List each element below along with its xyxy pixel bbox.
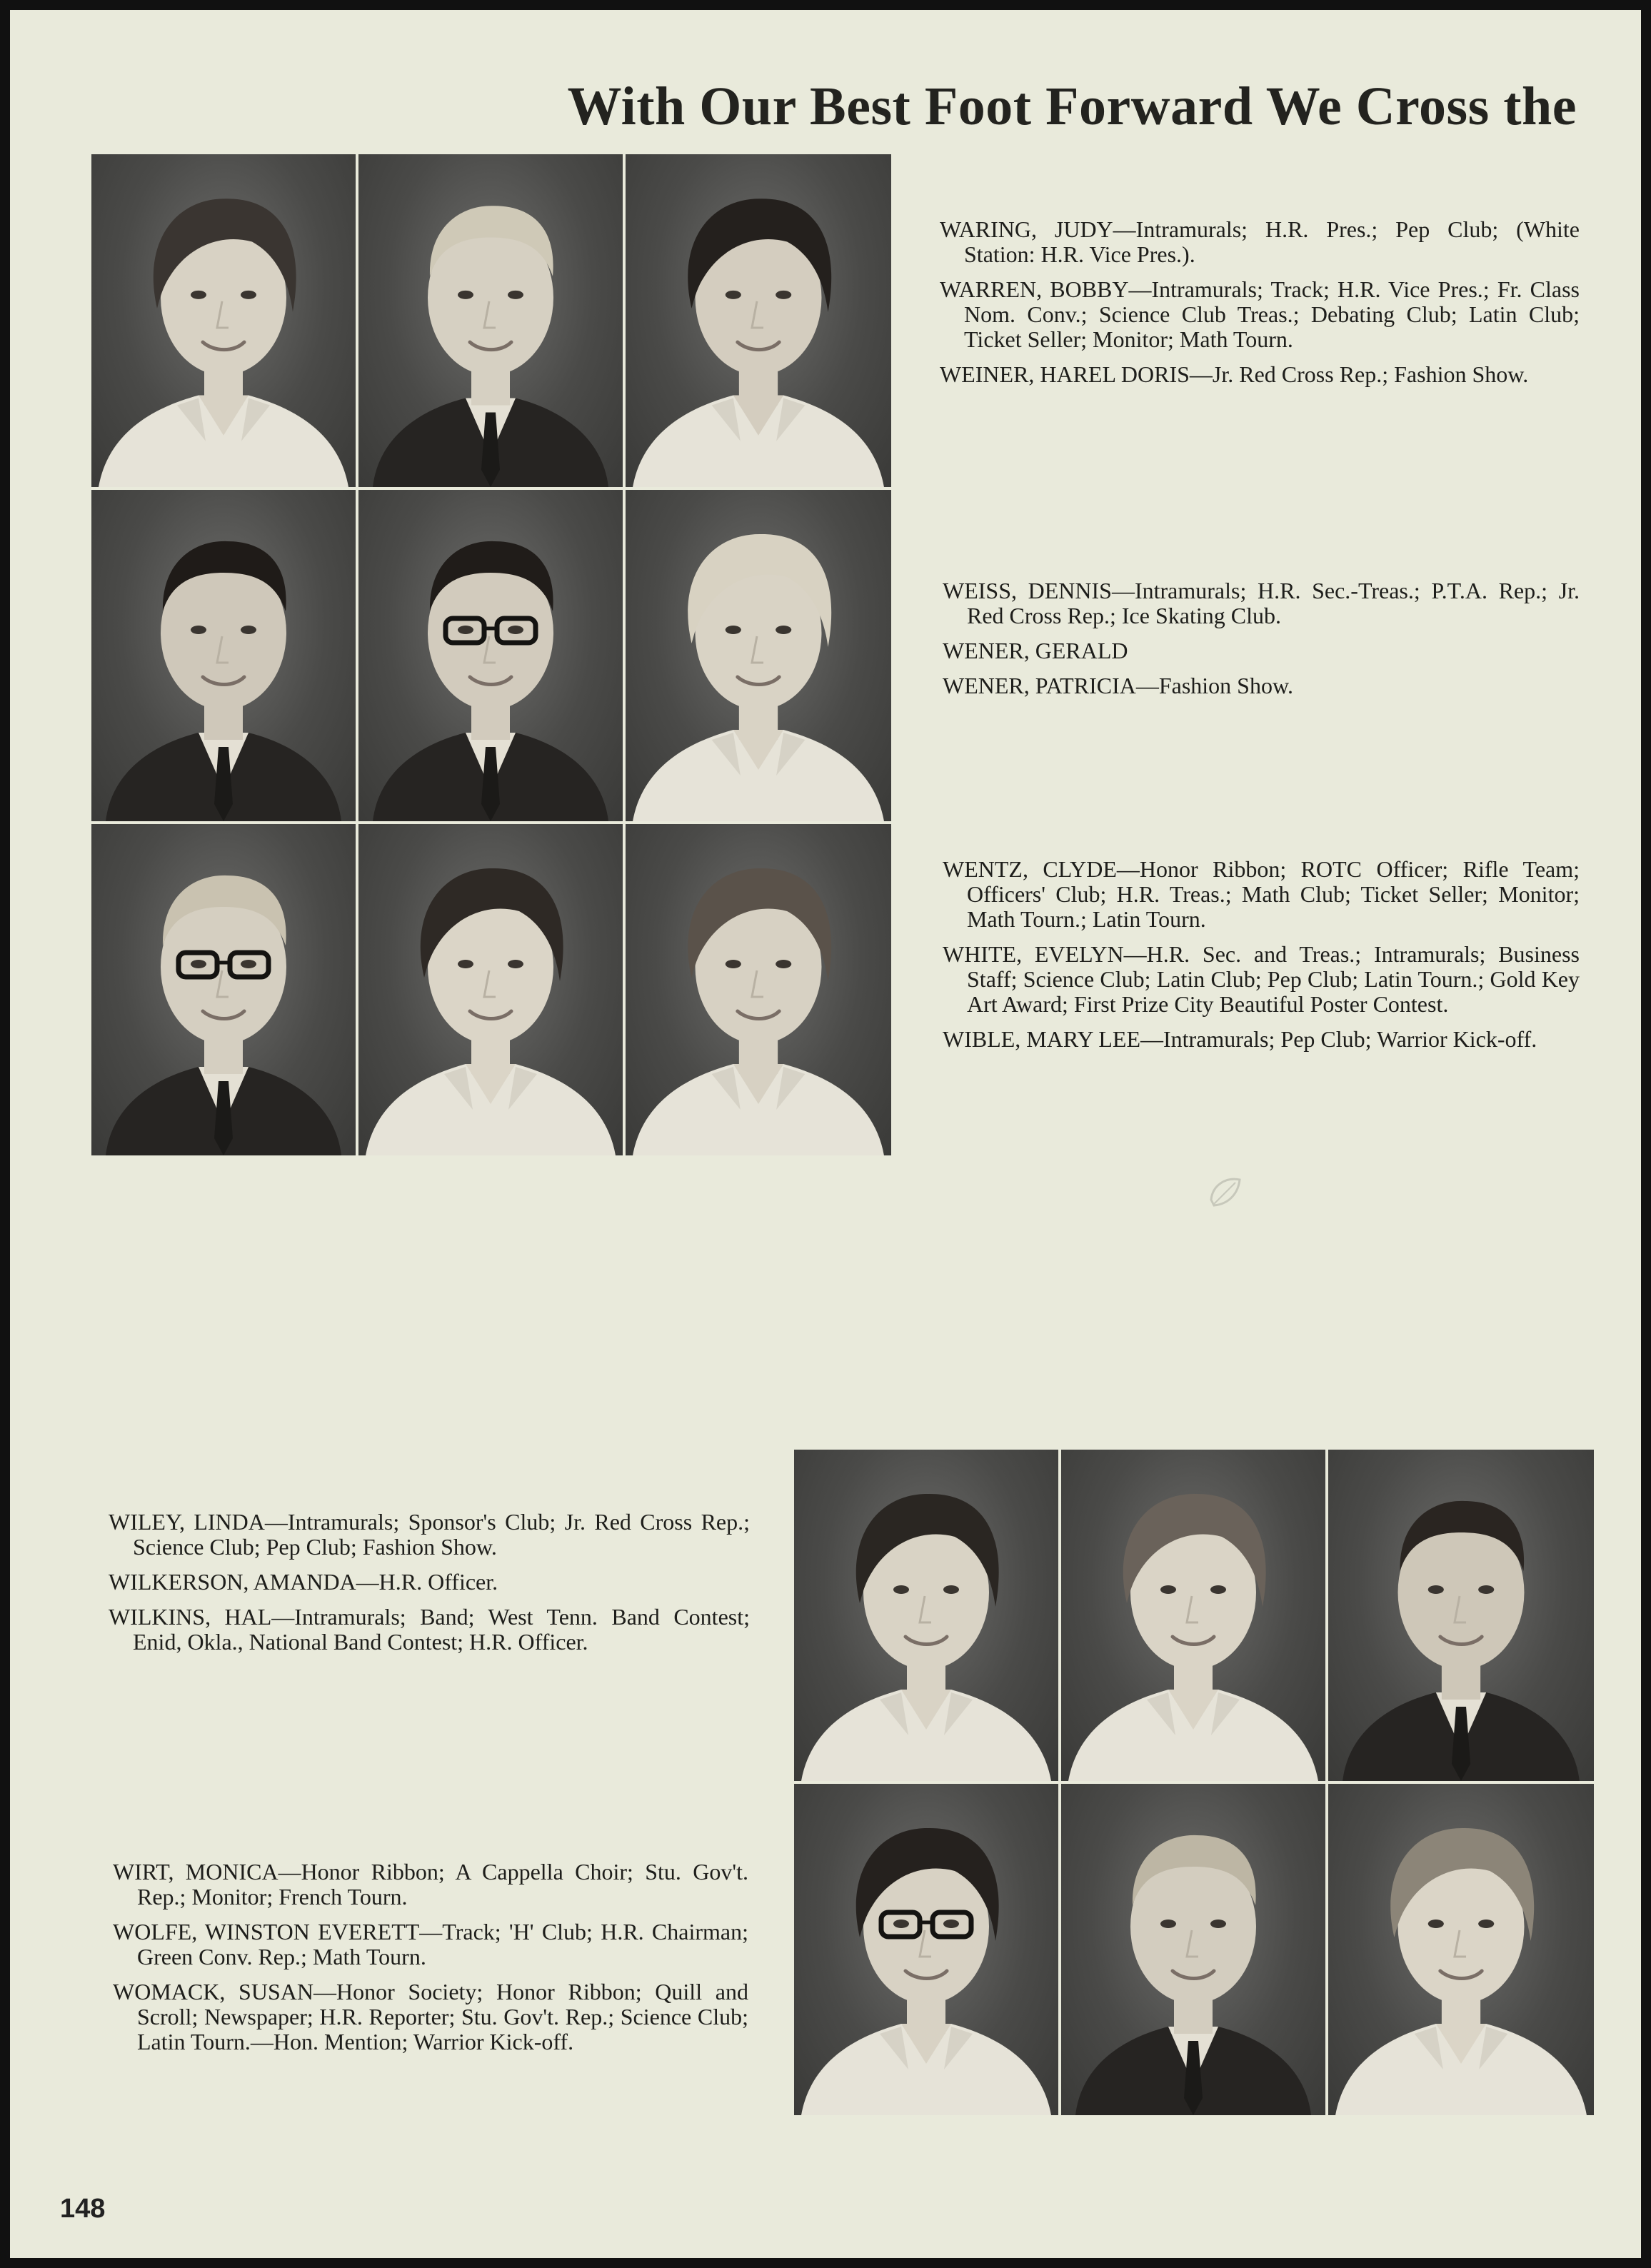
bio-list-bottom-2 (113, 1860, 748, 2064)
student-bio-entry: WIRT, MONICA—Honor Ribbon; A Cappella Choir; Stu. Gov't. Rep.; Monitor; French Tourn. (113, 1859, 748, 1910)
student-portrait-photo (626, 490, 891, 821)
student-portrait-photo (91, 154, 356, 487)
student-bio-entry: WENER, PATRICIA—Fashion Show. (943, 673, 1293, 698)
student-bio-entry: WOMACK, SUSAN—Honor Society; Honor Ribbon; Quill and Scroll; Newspaper; H.R. Reporter; Stu. Gov't. Rep.; Science Club; Latin Tourn.—Hon. Mention; Warrior Kick-off. (113, 1979, 748, 2054)
faint-leaf-mark-icon (1204, 1171, 1247, 1214)
student-portrait-photo (358, 490, 623, 821)
student-portrait-photo (91, 490, 356, 821)
student-bio-entry: WARREN, BOBBY—Intramurals; Track; H.R. Vice Pres.; Fr. Class Nom. Conv.; Science Club Treas.; Debating Club; Latin Club; Ticket Seller; Monitor; Math Tourn. (940, 276, 1580, 352)
yearbook-page (10, 10, 1641, 2258)
bio-list-top-2 (943, 578, 1580, 708)
student-bio-entry: WIBLE, MARY LEE—Intramurals; Pep Club; Warrior Kick-off. (943, 1026, 1537, 1052)
student-portrait-photo (1328, 1450, 1594, 1781)
student-portrait-photo (91, 824, 356, 1155)
student-portrait-photo (794, 1450, 1058, 1781)
bio-list-top-1 (940, 217, 1580, 397)
student-bio-entry: WILKINS, HAL—Intramurals; Band; West Tenn. Band Contest; Enid, Okla., National Band Contest; H.R. Officer. (109, 1604, 750, 1655)
student-bio-entry: WILKERSON, AMANDA—H.R. Officer. (109, 1569, 498, 1595)
student-portrait-photo (626, 154, 891, 487)
student-bio-entry: WENER, GERALD (943, 638, 1128, 663)
student-portrait-photo (358, 154, 623, 487)
bio-list-bottom-1 (109, 1510, 750, 1665)
student-bio-entry: WOLFE, WINSTON EVERETT—Track; 'H' Club; H.R. Chairman; Green Conv. Rep.; Math Tourn. (113, 1919, 748, 1970)
portrait-grid-top (91, 154, 891, 1155)
student-portrait-photo (1328, 1784, 1594, 2115)
student-portrait-photo (794, 1784, 1058, 2115)
student-portrait-photo (358, 824, 623, 1155)
student-bio-entry: WHITE, EVELYN—H.R. Sec. and Treas.; Intramurals; Business Staff; Science Club; Latin Club; Pep Club; Latin Tourn.; Gold Key Art Award; First Prize City Beautiful Poster Contest. (943, 941, 1580, 1017)
page-number: 148 (60, 2194, 106, 2224)
student-bio-entry: WEINER, HAREL DORIS—Jr. Red Cross Rep.; Fashion Show. (940, 361, 1529, 387)
student-portrait-photo (1061, 1784, 1325, 2115)
student-bio-entry: WILEY, LINDA—Intramurals; Sponsor's Club; Jr. Red Cross Rep.; Science Club; Pep Club; Fashion Show. (109, 1509, 750, 1560)
student-portrait-photo (626, 824, 891, 1155)
bio-list-top-3 (943, 857, 1580, 1062)
page-headline: With Our Best Foot Forward We Cross the (567, 76, 1577, 136)
student-bio-entry: WARING, JUDY—Intramurals; H.R. Pres.; Pep Club; (White Station: H.R. Vice Pres.). (940, 216, 1580, 267)
portrait-grid-bottom (794, 1450, 1594, 2115)
student-portrait-photo (1061, 1450, 1325, 1781)
student-bio-entry: WEISS, DENNIS—Intramurals; H.R. Sec.-Treas.; P.T.A. Rep.; Jr. Red Cross Rep.; Ice Skating Club. (943, 578, 1580, 628)
student-bio-entry: WENTZ, CLYDE—Honor Ribbon; ROTC Officer; Rifle Team; Officers' Club; H.R. Treas.; Math Club; Ticket Seller; Monitor; Math Tourn.; Latin Tourn. (943, 856, 1580, 932)
